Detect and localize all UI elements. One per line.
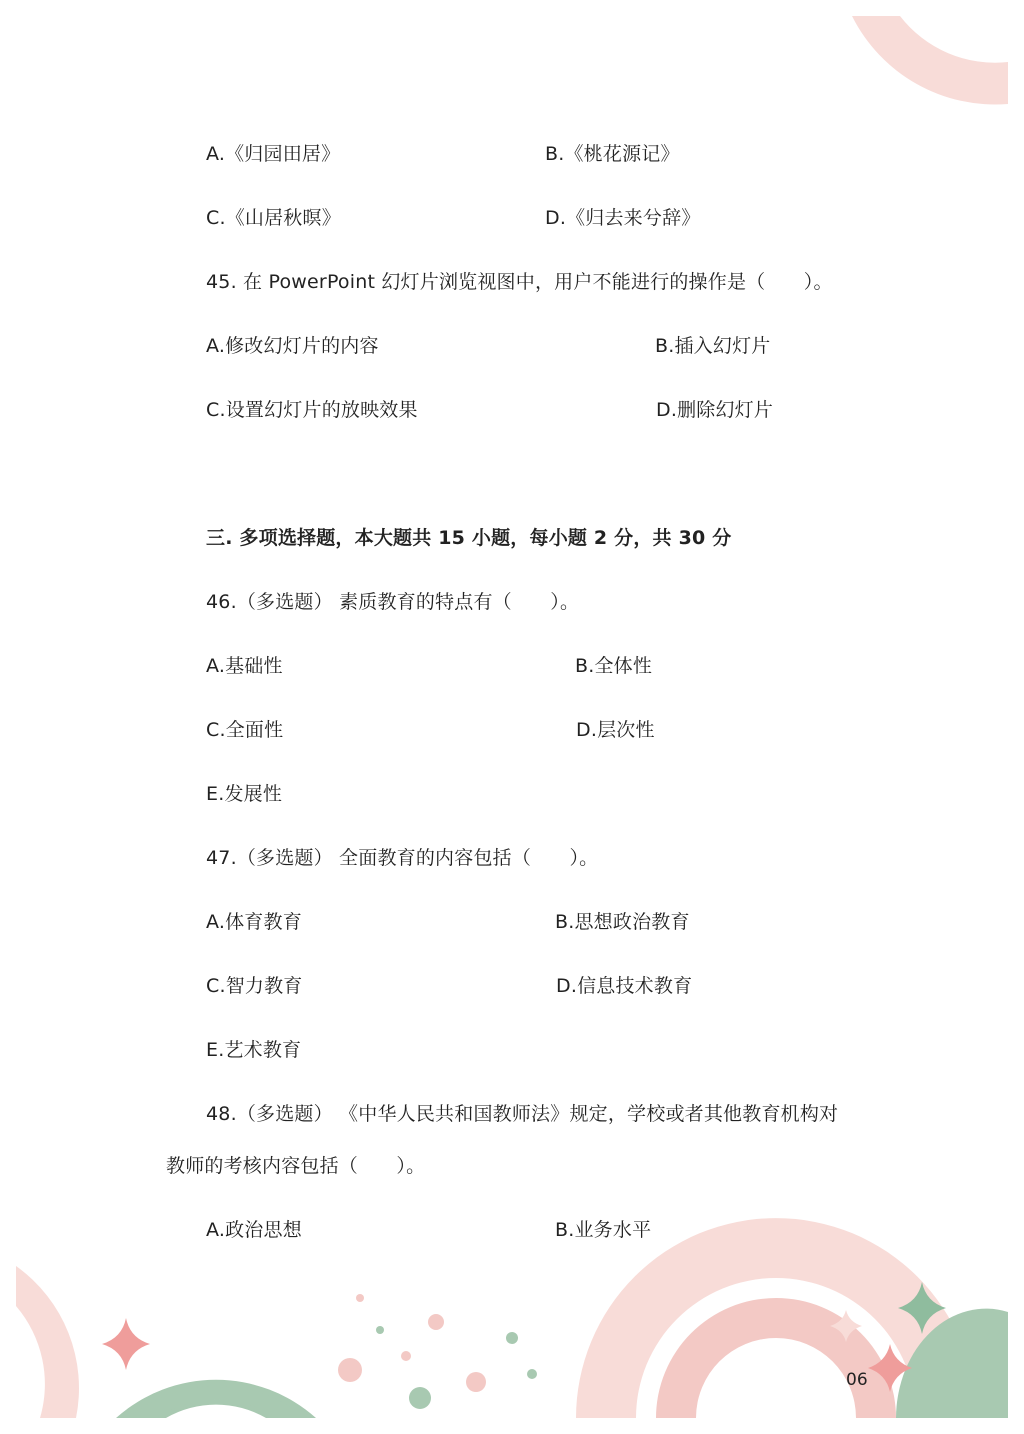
q46-option-d: D.层次性 xyxy=(576,719,655,741)
q47-option-c: C.智力教育 xyxy=(206,975,303,997)
dot xyxy=(428,1314,444,1330)
q47-option-d: D.信息技术教育 xyxy=(556,975,693,997)
dot xyxy=(338,1358,362,1382)
q46-stem: 46.（多选题） 素质教育的特点有（ ）。 xyxy=(206,591,580,613)
q44-option-c: C.《山居秋暝》 xyxy=(206,207,341,229)
q46-option-b: B.全体性 xyxy=(575,655,653,677)
q45-option-c: C.设置幻灯片的放映效果 xyxy=(206,399,418,421)
q46-option-e: E.发展性 xyxy=(206,783,283,805)
q48-stem-line1: 48.（多选题） 《中华人民共和国教师法》规定，学校或者其他教育机构对 xyxy=(206,1103,839,1125)
q48-option-b: B.业务水平 xyxy=(555,1219,652,1241)
q48-option-a: A.政治思想 xyxy=(206,1219,302,1241)
q47-option-a: A.体育教育 xyxy=(206,911,302,933)
section-heading: 三. 多项选择题，本大题共 15 小题，每小题 2 分，共 30 分 xyxy=(206,527,732,549)
bottom-left-pink-arc xyxy=(16,1266,79,1418)
q45-option-a: A.修改幻灯片的内容 xyxy=(206,335,379,357)
dot xyxy=(356,1294,364,1302)
dot xyxy=(409,1387,431,1409)
q47-option-e: E.艺术教育 xyxy=(206,1039,302,1061)
star-pink-left xyxy=(102,1318,150,1370)
q47-option-b: B.思想政治教育 xyxy=(555,911,690,933)
q45-stem: 45. 在 PowerPoint 幻灯片浏览视图中，用户不能进行的操作是（ ）。 xyxy=(206,271,833,293)
dot xyxy=(527,1369,537,1379)
dot xyxy=(466,1372,486,1392)
q48-stem-line2: 教师的考核内容包括（ ）。 xyxy=(166,1155,426,1177)
q45-option-b: B.插入幻灯片 xyxy=(655,335,771,357)
q45-option-d: D.删除幻灯片 xyxy=(656,399,774,421)
q46-option-c: C.全面性 xyxy=(206,719,284,741)
q44-option-d: D.《归去来兮辞》 xyxy=(545,207,701,229)
dot xyxy=(376,1326,384,1334)
dot xyxy=(401,1351,411,1361)
decoration-background xyxy=(16,16,1008,1418)
q47-stem: 47.（多选题） 全面教育的内容包括（ ）。 xyxy=(206,847,599,869)
top-right-arc xyxy=(852,16,1008,105)
dot xyxy=(506,1332,518,1344)
bottom-right-pink-arch-inner xyxy=(656,1298,896,1418)
q46-option-a: A.基础性 xyxy=(206,655,283,677)
q44-option-a: A.《归园田居》 xyxy=(206,143,341,165)
q44-option-b: B.《桃花源记》 xyxy=(545,143,680,165)
page-number: 06 xyxy=(846,1370,868,1390)
page xyxy=(16,16,1008,1418)
